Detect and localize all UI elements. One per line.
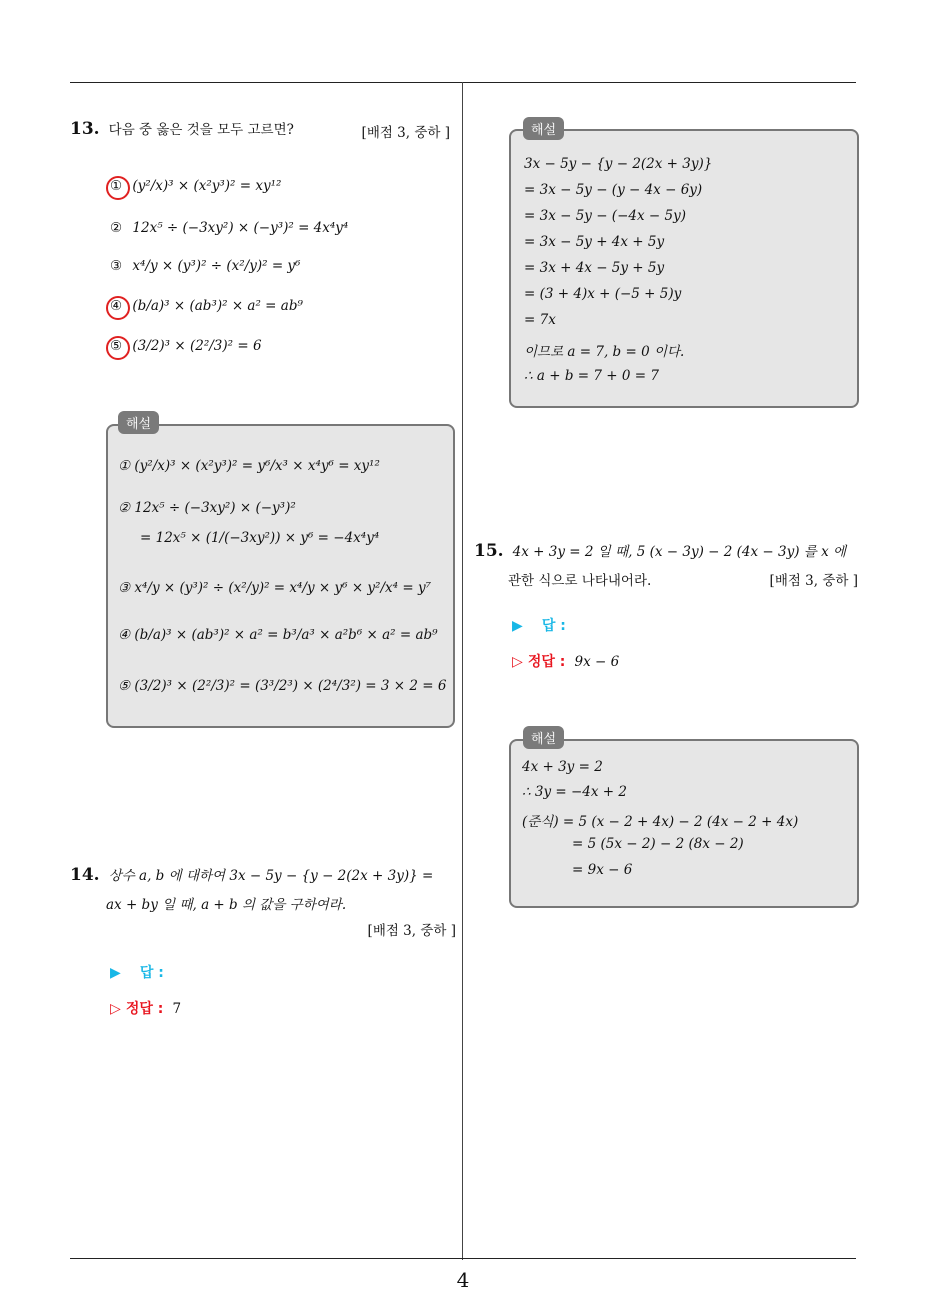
- score-label: [배점 3, 중하 ]: [769, 573, 858, 589]
- solution-line: = 3x − 5y − (y − 4x − 6y): [524, 182, 703, 198]
- solution-line: 3x − 5y − {y − 2(2x + 3y)}: [524, 156, 713, 172]
- correct-label: 정답 :: [527, 654, 566, 670]
- question-number: 13.: [70, 119, 100, 139]
- solution-line: ∴ 3y = −4x + 2: [522, 784, 627, 800]
- answer-row-14: [110, 962, 164, 982]
- solution-line: ② 12x⁵ ÷ (−3xy²) × (−y³)²: [118, 500, 296, 516]
- score-label: [배점 3, 중하 ]: [367, 923, 456, 939]
- solution-line: = 12x⁵ × (1/(−3xy²)) × y⁶ = −4x⁴y⁴: [140, 530, 380, 546]
- column-divider: [462, 82, 463, 1260]
- solution-line: 4x + 3y = 2: [522, 759, 603, 775]
- solution-tag: 해설: [118, 411, 159, 434]
- question-number: 15.: [474, 541, 504, 561]
- answer-label: 답 :: [139, 965, 164, 981]
- bottom-rule: [70, 1258, 856, 1259]
- solution-line: = 3x − 5y − (−4x − 5y): [524, 208, 686, 224]
- play-arrow-icon: ▶: [110, 965, 121, 981]
- solution-line: = 3x − 5y + 4x + 5y: [524, 234, 665, 250]
- choice-3: ③ x⁴/y × (y³)² ÷ (x²/y)² = y⁶: [110, 258, 301, 274]
- question-13: [70, 118, 450, 139]
- solution-line: ∴ a + b = 7 + 0 = 7: [524, 368, 659, 384]
- question-text-line2: 관한 식으로 나타내어라.: [508, 573, 652, 589]
- correct-value: 7: [172, 1001, 182, 1017]
- solution-line: (준식) = 5 (x − 2 + 4x) − 2 (4x − 2 + 4x): [522, 814, 799, 830]
- choice-4: ④ (b/a)³ × (ab³)² × a² = ab⁹: [110, 298, 303, 314]
- solution-line: ⑤ (3/2)³ × (2²/3)² = (3³/2³) × (2⁴/3²) = 3 × 2 = 6: [118, 678, 447, 694]
- correct-value: 9x − 6: [574, 654, 620, 670]
- correct-row-14: [110, 998, 181, 1018]
- solution-line: ① (y²/x)³ × (x²y³)² = y⁶/x³ × x⁴y⁶ = xy¹²: [118, 458, 380, 474]
- choice-1: ① (y²/x)³ × (x²y³)² = xy¹²: [110, 178, 282, 194]
- solution-line: ③ x⁴/y × (y³)² ÷ (x²/y)² = x⁴/y × y⁶ × y²/x⁴ = y⁷: [118, 580, 431, 596]
- question-14: [70, 864, 456, 939]
- page-number: 4: [456, 1268, 470, 1292]
- question-text: 다음 중 옳은 것을 모두 고르면?: [108, 122, 294, 138]
- question-text-line1: 상수 a, b 에 대하여 3x − 5y − {y − 2(2x + 3y)} =: [108, 868, 434, 884]
- question-number: 14.: [70, 865, 100, 885]
- answer-row-15: [512, 615, 566, 635]
- solution-line: = 3x + 4x − 5y + 5y: [524, 260, 665, 276]
- correct-label: 정답 :: [125, 1001, 164, 1017]
- solution-line: = (3 + 4)x + (−5 + 5)y: [524, 286, 682, 302]
- solution-tag: 해설: [523, 117, 564, 140]
- solution-line: ④ (b/a)³ × (ab³)² × a² = b³/a³ × a²b⁶ × a² = ab⁹: [118, 627, 438, 643]
- answer-label: 답 :: [541, 618, 566, 634]
- correct-row-15: [512, 651, 619, 671]
- triangle-outline-icon: ▷: [512, 654, 523, 670]
- score-label: [배점 3, 중하 ]: [361, 125, 450, 141]
- solution-line: = 5 (5x − 2) − 2 (8x − 2): [572, 836, 744, 852]
- question-text-line2: ax + by 일 때, a + b 의 값을 구하여라.: [106, 897, 347, 913]
- solution-line: = 7x: [524, 312, 556, 328]
- choice-2: ② 12x⁵ ÷ (−3xy²) × (−y³)² = 4x⁴y⁴: [110, 220, 349, 236]
- solution-line: = 9x − 6: [572, 862, 633, 878]
- question-15: [474, 540, 858, 589]
- top-rule: [70, 82, 856, 83]
- solution-line: 이므로 a = 7, b = 0 이다.: [524, 344, 685, 360]
- triangle-outline-icon: ▷: [110, 1001, 121, 1017]
- question-text-line1: 4x + 3y = 2 일 때, 5 (x − 3y) − 2 (4x − 3y) 를 x 에: [512, 544, 847, 560]
- solution-tag: 해설: [523, 726, 564, 749]
- play-arrow-icon: ▶: [512, 618, 523, 634]
- choice-5: ⑤ (3/2)³ × (2²/3)² = 6: [110, 338, 262, 354]
